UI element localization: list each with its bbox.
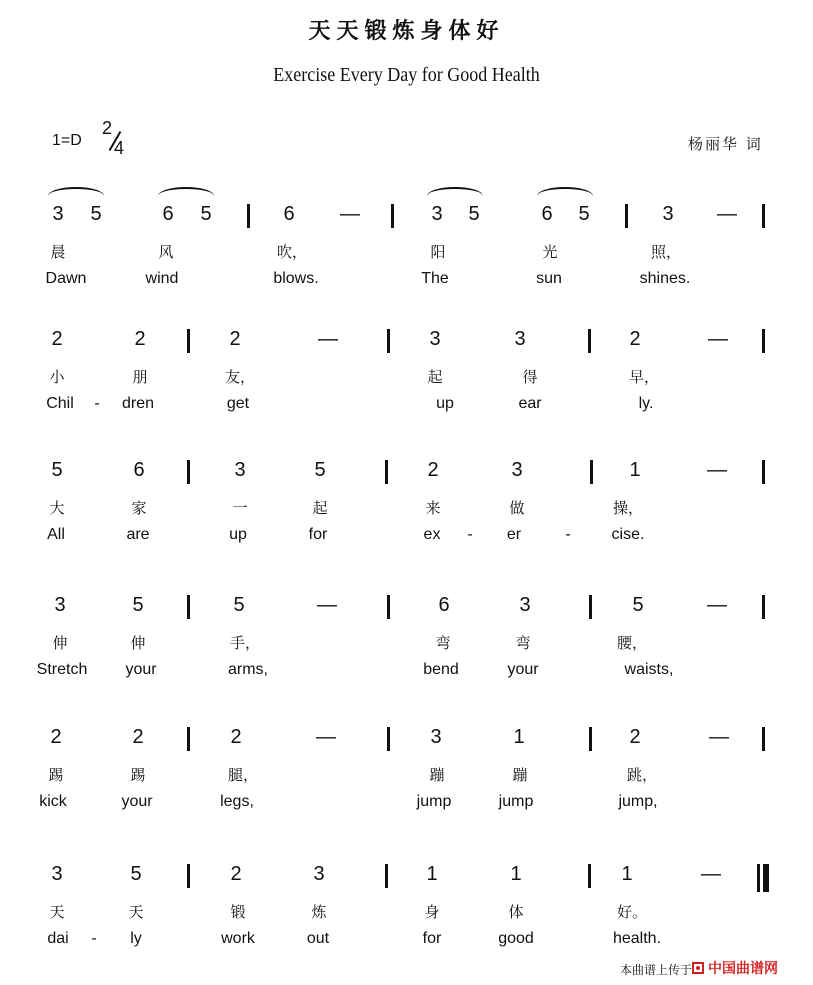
score-row-1 [0,203,813,323]
note-extension: — [717,203,737,225]
lyric-en: jump [498,793,534,810]
note: 1 [510,863,522,885]
lyric-cn: 阳 [430,243,446,261]
lyric-cn: 腿， [228,766,259,784]
bar-line [762,595,765,619]
note: 5 [632,594,644,616]
note: 3 [519,594,531,616]
lyric-en: ly [130,930,142,947]
lyric-en: jump, [618,793,658,810]
lyric-en: waists, [624,661,674,678]
lyric-cn: 小 [49,368,65,386]
lyric-en: dai [47,930,69,947]
lyric-en: - [467,526,473,543]
lyric-en: All [47,526,65,543]
bar-line [385,864,388,888]
lyric-en: your [507,661,539,678]
note: 1 [426,863,438,885]
note: 2 [134,328,146,350]
lyric-en: bend [423,661,459,678]
key-signature: 1=D [52,132,82,149]
lyric-cn: 蹦 [512,766,528,784]
note: 3 [662,203,674,225]
bar-line [387,727,390,751]
note: 5 [132,594,144,616]
lyric-en: sun [536,270,562,287]
score-row-3 [0,459,813,579]
lyric-cn: 跳， [627,766,658,784]
lyric-cn: 操， [613,499,644,517]
lyric-en: kick [39,793,67,810]
note: 5 [130,863,142,885]
site-brand[interactable]: 中国曲谱网 [708,961,778,977]
lyric-en: legs, [220,793,254,810]
bar-line [247,204,250,228]
lyric-cn: 天 [128,903,144,921]
lyric-en: arms, [228,661,268,678]
lyric-cn: 锻 [230,903,246,921]
note: 6 [162,203,174,225]
lyric-cn: 好。 [617,903,648,921]
lyric-en: health. [612,930,662,947]
note: 1 [513,726,525,748]
lyric-cn: 早， [629,368,660,386]
note: 3 [51,863,63,885]
lyric-cn: 来 [425,499,441,517]
note-extension: — [701,863,721,885]
lyric-cn: 蹦 [429,766,445,784]
lyric-cn: 踢 [130,766,146,784]
bar-line [187,864,190,888]
lyric-cn: 天 [49,903,65,921]
lyric-en: jump [416,793,452,810]
upload-note: 本曲谱上传于 [620,963,693,977]
lyric-cn: 身 [424,903,440,921]
lyric-cn: 一 [232,499,248,517]
lyric-en: blows. [273,270,319,287]
note: 5 [90,203,102,225]
bar-line [589,727,592,751]
lyric-cn: 做 [509,499,525,517]
bar-line [387,329,390,353]
lyric-cn: 伸 [52,634,68,652]
lyric-en: Dawn [45,270,87,287]
lyric-en: get [226,395,250,412]
note-extension: — [318,328,338,350]
lyric-cn: 得 [522,368,538,386]
note-extension: — [316,726,336,748]
note: 2 [230,726,242,748]
note-extension: — [709,726,729,748]
note-extension: — [317,594,337,616]
note: 5 [468,203,480,225]
lyric-cn: 晨 [50,243,66,261]
bar-line [187,460,190,484]
bar-line [625,204,628,228]
lyric-en: er [506,526,522,543]
lyric-cn: 伸 [130,634,146,652]
bar-line [762,329,765,353]
time-denominator: 4 [114,138,125,158]
lyric-en: good [498,930,534,947]
bar-line [385,460,388,484]
note: 2 [51,328,63,350]
note-extension: — [707,459,727,481]
bar-line [187,595,190,619]
lyric-en: dren [121,395,155,412]
lyric-en: out [306,930,330,947]
note: 2 [50,726,62,748]
lyric-en: for [422,930,442,947]
note: 6 [283,203,295,225]
lyric-cn: 家 [131,499,147,517]
bar-line [187,329,190,353]
lyric-en: Stretch [36,661,88,678]
note: 3 [313,863,325,885]
note: 2 [629,328,641,350]
lyric-cn: 弯 [515,634,531,652]
bar-line [588,864,591,888]
note: 2 [132,726,144,748]
note: 3 [511,459,523,481]
note: 5 [578,203,590,225]
note: 6 [133,459,145,481]
lyric-en: your [125,661,157,678]
note-extension: — [340,203,360,225]
lyric-cn: 照， [651,243,682,261]
lyric-en: up [229,526,247,543]
lyric-en: shines. [639,270,691,287]
bar-line [391,204,394,228]
note: 3 [431,203,443,225]
bar-line [762,460,765,484]
lyric-cn: 手， [230,634,261,652]
note: 6 [438,594,450,616]
bar-line [387,595,390,619]
note: 3 [234,459,246,481]
lyric-cn: 风 [158,243,174,261]
lyric-en: - [94,395,100,412]
note: 1 [629,459,641,481]
site-logo-icon [690,961,706,975]
lyric-cn: 光 [542,243,558,261]
lyric-cn: 起 [312,499,328,517]
note: 3 [429,328,441,350]
final-bar-line-thin [757,864,760,892]
lyric-en: - [91,930,97,947]
lyric-cn: 起 [427,368,443,386]
song-title: 天天锻炼身体好 [308,18,505,44]
bar-line [590,460,593,484]
lyric-en: ear [518,395,542,412]
lyric-en: your [121,793,153,810]
note: 1 [621,863,633,885]
lyric-en: ly. [638,395,654,412]
bar-line [589,595,592,619]
note: 5 [200,203,212,225]
score-row-2 [0,328,813,448]
note: 6 [541,203,553,225]
note: 2 [427,459,439,481]
note: 2 [230,863,242,885]
note: 2 [629,726,641,748]
lyric-cn: 体 [508,903,524,921]
note-extension: — [708,328,728,350]
note-extension: — [707,594,727,616]
final-bar-line-thick [763,864,769,892]
bar-line [762,727,765,751]
bar-line [588,329,591,353]
time-numerator: 2 [102,118,113,138]
lyric-en: wind [145,270,179,287]
lyric-en: up [436,395,454,412]
lyric-cn: 大 [49,499,65,517]
score-row-4 [0,594,813,714]
lyric-cn: 腰， [617,634,648,652]
note: 3 [52,203,64,225]
bar-line [762,204,765,228]
lyric-cn: 弯 [435,634,451,652]
lyric-cn: 友， [225,368,256,386]
note: 5 [233,594,245,616]
lyric-cn: 吹， [277,243,308,261]
lyric-en: are [126,526,150,543]
note: 3 [514,328,526,350]
lyric-en: Chil [46,395,74,412]
note: 5 [51,459,63,481]
lyric-en: The [421,270,449,287]
lyric-en: for [308,526,328,543]
lyricist-credit: 杨丽华 词 [688,135,763,153]
bar-line [187,727,190,751]
lyric-cn: 朋 [132,368,148,386]
note: 3 [430,726,442,748]
song-subtitle: Exercise Every Day for Good Health [273,64,540,86]
note: 5 [314,459,326,481]
lyric-cn: 踢 [48,766,64,784]
lyric-en: ex [423,526,441,543]
lyric-en: - [565,526,571,543]
lyric-cn: 炼 [311,903,327,921]
time-signature [100,118,130,168]
note: 2 [229,328,241,350]
score-row-5 [0,726,813,846]
lyric-en: work [221,930,255,947]
lyric-en: cise. [611,526,645,543]
note: 3 [54,594,66,616]
